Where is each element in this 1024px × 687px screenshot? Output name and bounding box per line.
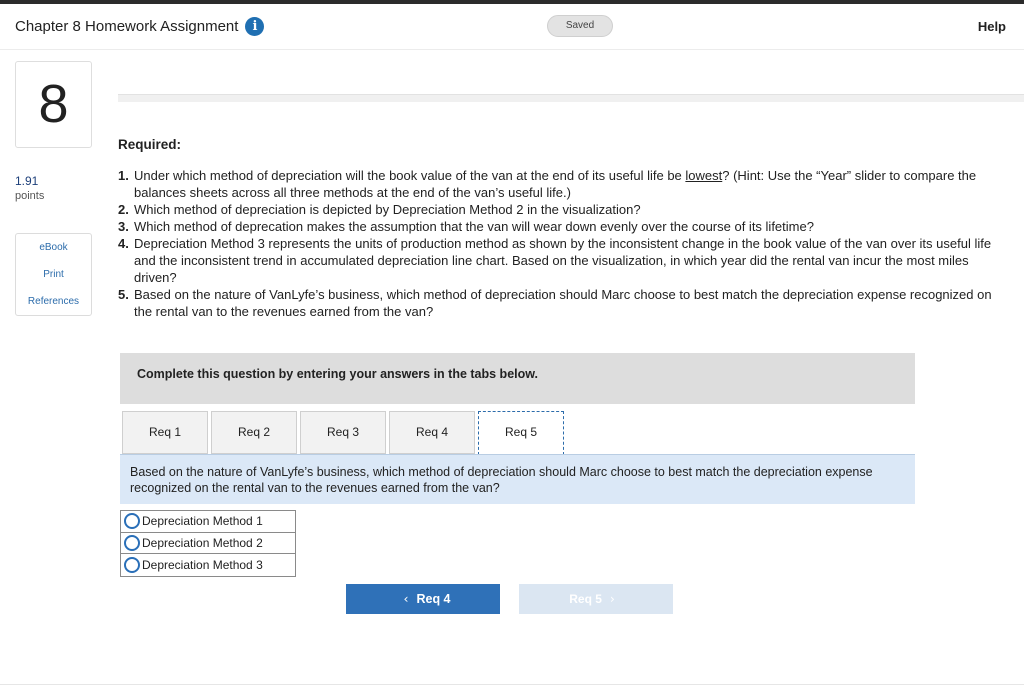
requirement-text: Depreciation Method 3 represents the units of production method as shown by the inconsistent change in the book value of the van over its useful life and the inconsistent trend in accumulated depreciation line chart. Based on the visualization, in which year did the rental van incur the most miles driven? xyxy=(134,236,992,285)
option-method-3[interactable] xyxy=(121,554,295,576)
question-prompt: Based on the nature of VanLyfe’s business, which method of depreciation should Marc choose to best match the depreciation expense recognized on the rental van to the revenues earned from the van? xyxy=(130,465,873,495)
requirement-text: Based on the nature of VanLyfe’s business, which method of depreciation should Marc choose to best match the depreciation expense recognized on the rental van to the revenues earned from the van? xyxy=(134,287,992,319)
tab-req-5[interactable]: Req 5 xyxy=(478,411,564,455)
requirement-item xyxy=(118,235,998,286)
answer-options xyxy=(120,510,296,577)
tab-req-1[interactable]: Req 1 xyxy=(122,411,208,454)
requirement-item xyxy=(118,286,998,320)
chevron-left-icon: ‹ xyxy=(403,591,409,606)
bottom-divider xyxy=(0,684,1024,685)
requirement-text: Which method of depreciation is depicted by Depreciation Method 2 in the visualization? xyxy=(134,202,641,217)
header-bar xyxy=(0,4,1024,50)
previous-req-button[interactable] xyxy=(346,584,500,614)
content-divider xyxy=(118,94,1024,102)
print-link[interactable]: Print xyxy=(43,269,64,280)
tab-req-4[interactable]: Req 4 xyxy=(389,411,475,454)
requirement-number: 3. xyxy=(118,219,129,234)
option-label: Depreciation Method 2 xyxy=(142,535,263,550)
help-button[interactable]: Help xyxy=(977,19,1006,34)
requirement-item xyxy=(118,218,998,235)
chevron-right-icon: › xyxy=(609,592,615,606)
points-value: 1.91 xyxy=(15,174,39,188)
instruction-text: Complete this question by entering your answers in the tabs below. xyxy=(137,367,538,381)
requirement-emphasis: lowest xyxy=(685,168,723,183)
assignment-title: Chapter 8 Homework Assignment xyxy=(15,18,239,35)
requirement-text: Under which method of depreciation will the book value of the van at the end of its useful life be xyxy=(134,168,686,183)
requirement-text-end: ? (Hint: Use the “Year” slider to compare the balances sheets across all three methods at the end of the van’s useful life.) xyxy=(134,168,977,200)
required-heading: Required: xyxy=(118,137,182,152)
requirement-number: 2. xyxy=(118,202,129,217)
option-method-1[interactable] xyxy=(121,511,295,533)
radio-button[interactable] xyxy=(124,513,140,529)
requirements-list xyxy=(118,167,998,320)
ebook-link[interactable]: eBook xyxy=(39,242,68,253)
requirement-text: Which method of deprecation makes the assumption that the van will wear down evenly over the course of its lifetime? xyxy=(134,219,814,234)
option-label: Depreciation Method 3 xyxy=(142,557,263,572)
instruction-banner xyxy=(120,353,915,404)
requirement-number: 1. xyxy=(118,168,129,183)
next-req-label: Req 5 xyxy=(569,592,602,606)
question-prompt-box xyxy=(120,455,915,504)
points-label: points xyxy=(15,190,45,202)
requirement-item xyxy=(118,201,998,218)
option-method-2[interactable] xyxy=(121,533,295,555)
requirement-number: 4. xyxy=(118,236,129,251)
option-label: Depreciation Method 1 xyxy=(142,514,263,529)
assignment-title-row xyxy=(15,17,264,36)
requirement-tabs xyxy=(122,411,567,455)
tab-req-2[interactable]: Req 2 xyxy=(211,411,297,454)
resource-links xyxy=(15,233,92,316)
references-link[interactable]: References xyxy=(27,296,80,307)
question-number: 8 xyxy=(15,61,92,148)
previous-req-label: Req 4 xyxy=(416,592,451,606)
radio-button[interactable] xyxy=(124,557,140,573)
tab-req-3[interactable]: Req 3 xyxy=(300,411,386,454)
requirement-item xyxy=(118,167,998,201)
info-icon[interactable]: i xyxy=(245,17,264,36)
saved-status-badge: Saved xyxy=(547,15,613,37)
next-req-button xyxy=(519,584,673,614)
radio-button[interactable] xyxy=(124,535,140,551)
requirement-number: 5. xyxy=(118,287,129,302)
